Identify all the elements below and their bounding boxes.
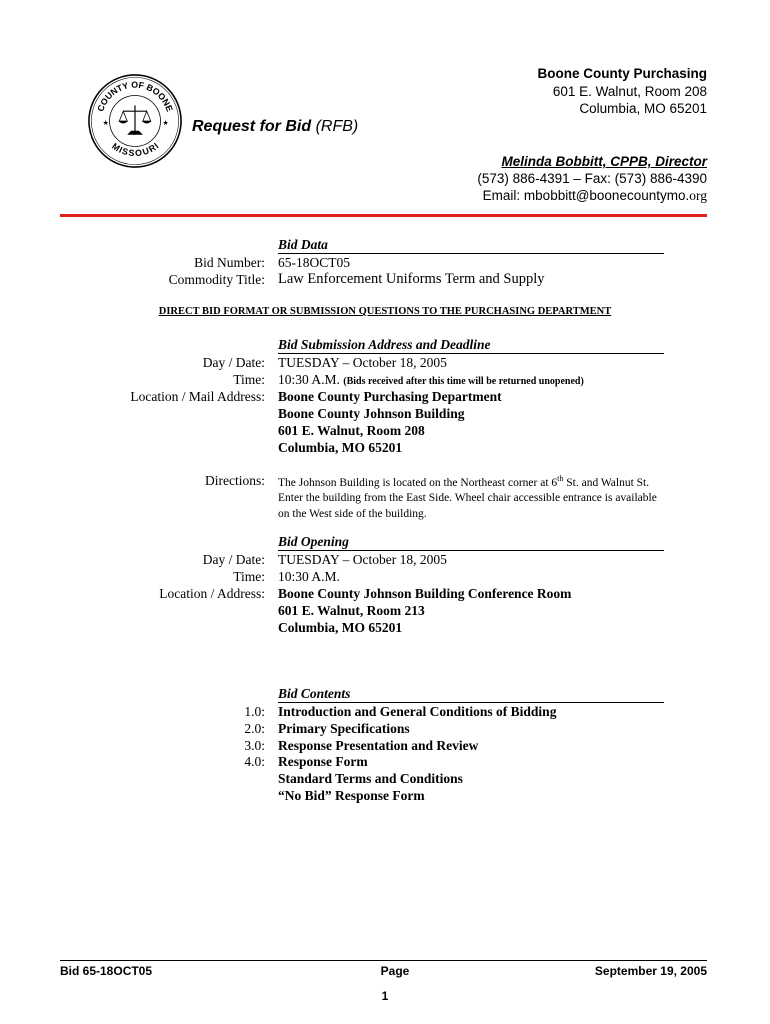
opening-location-label: Location / Address: [159,586,265,601]
bid-number-label: Bid Number: [194,255,265,270]
footer-page-number: 1 [381,989,389,1003]
opening-day-value: TUESDAY – October 18, 2005 [278,552,447,567]
seal-bottom-text: MISSOURI [110,140,161,159]
contents-item-2: Primary Specifications [278,721,410,736]
bid-number-value: 65-18OCT05 [278,255,350,270]
contents-item-4: Response Form [278,754,368,769]
org-address-line2: Columbia, MO 65201 [579,101,707,116]
opening-address-line3: Columbia, MO 65201 [278,620,403,635]
commodity-title-label: Commodity Title: [168,272,265,287]
header-divider [60,214,707,217]
footer-divider [60,960,707,961]
contents-num-3: 3.0: [244,738,265,753]
submission-time-label: Time: [233,372,265,387]
contents-item-1: Introduction and General Conditions of Bidding [278,704,557,719]
contents-item-6: “No Bid” Response Form [278,788,425,803]
contents-num-4: 4.0: [244,754,265,769]
opening-address-line2: 601 E. Walnut, Room 213 [278,603,425,618]
svg-text:★: ★ [102,118,109,127]
email-line: Email: mbobbitt@boonecountymo.org [482,188,707,203]
submission-address-line2: Boone County Johnson Building [278,406,465,421]
contents-item-5: Standard Terms and Conditions [278,771,463,786]
footer-page-label: Page [380,964,410,978]
directions-text: The Johnson Building is located on the Northeast corner at 6th St. and Walnut St. Enter the building from the East Side. Wheel chair accessible entrance is available on the West side of the building. [278,474,657,520]
county-seal [86,72,184,170]
opening-time-label: Time: [233,569,265,584]
org-address-line1: 601 E. Walnut, Room 208 [552,84,707,99]
submission-day-label: Day / Date: [202,355,265,370]
contents-item-3: Response Presentation and Review [278,738,479,753]
direct-questions-note: DIRECT BID FORMAT OR SUBMISSION QUESTIONS TO THE PURCHASING DEPARTMENT [158,306,612,317]
purchasing-org: Boone County Purchasing [537,66,707,81]
phone-fax: (573) 886-4391 – Fax: (573) 886-4390 [477,171,707,186]
seal-top-text: COUNTY OF BOONE [95,79,175,113]
submission-heading: Bid Submission Address and Deadline [278,337,664,354]
bid-data-heading: Bid Data [278,237,664,254]
contents-num-1: 1.0: [244,704,265,719]
footer-bid-number: Bid 65-18OCT05 [60,964,153,978]
svg-text:★: ★ [162,118,169,127]
submission-day-value: TUESDAY – October 18, 2005 [278,355,447,370]
opening-address-line1: Boone County Johnson Building Conference Room [278,586,572,601]
submission-address-line1: Boone County Purchasing Department [278,389,502,404]
submission-location-label: Location / Mail Address: [130,389,265,404]
opening-heading: Bid Opening [278,534,664,551]
contents-heading: Bid Contents [278,686,664,703]
submission-address-line4: Columbia, MO 65201 [278,440,403,455]
submission-time-value: 10:30 A.M. (Bids received after this time will be returned unopened) [278,372,584,387]
directions-label: Directions: [205,473,265,488]
contents-num-2: 2.0: [244,721,265,736]
opening-time-value: 10:30 A.M. [278,569,340,584]
opening-day-label: Day / Date: [202,552,265,567]
director-name: Melinda Bobbitt, CPPB, Director [501,154,707,169]
document-title: Request for Bid (RFB) [192,118,359,135]
submission-address-line3: 601 E. Walnut, Room 208 [278,423,425,438]
commodity-title-value: Law Enforcement Uniforms Term and Supply [278,271,545,287]
footer-date: September 19, 2005 [594,964,707,978]
